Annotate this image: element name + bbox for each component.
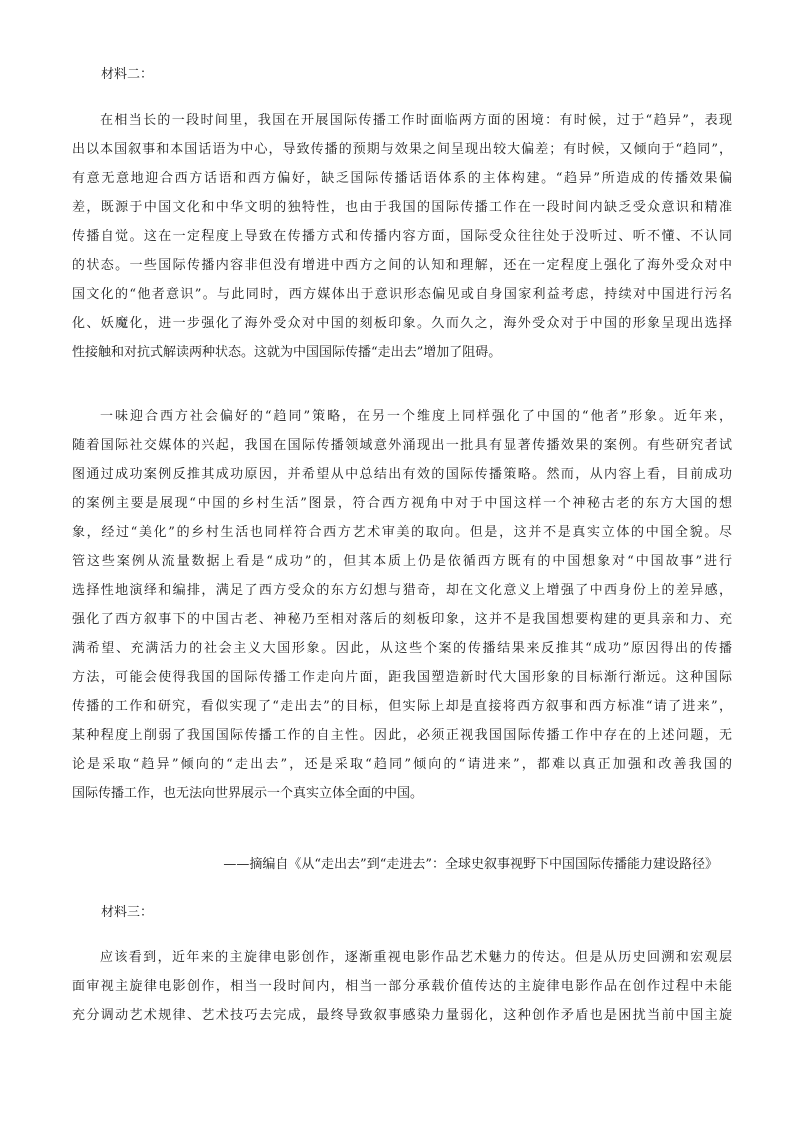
text-line: 满希望、充满活力的社会主义大国形象。因此，从这些个案的传播结果来反推其“成功”原因得出的传播: [72, 641, 732, 656]
source-citation: ——摘编自《从“走出去”到“走进去”：全球史叙事视野下中国国际传播能力建设路径》: [223, 857, 718, 872]
text-line: 的案例主要是展现“中国的乡村生活”图景，符合西方视角中对于中国这样一个神秘古老的东方大国的想: [72, 496, 732, 511]
material-three-paragraph-1: [72, 948, 732, 1035]
text-line: 论是采取“趋异”倾向的“走出去”，还是采取“趋同”倾向的“请进来”，都难以真正加强和改善我国的: [72, 757, 732, 772]
text-line: 性接触和对抗式解读两种状态。这就为中国国际传播“走出去”增加了阻碍。: [72, 345, 502, 360]
text-line: 图通过成功案例反推其成功原因，并希望从中总结出有效的国际传播策略。然而，从内容上看，目前成功: [72, 467, 732, 482]
material-two-paragraph-2: [72, 407, 732, 813]
text-line: 面审视主旋律电影创作，相当一段时间内，相当一部分承载价值传达的主旋律电影作品在创作过程中未能: [72, 979, 732, 994]
text-line: 强化了西方叙事下的中国古老、神秘乃至相对落后的刻板印象，这并不是我国想要构建的更具亲和力、充: [72, 612, 732, 627]
text-line: 国际传播工作，也无法向世界展示一个真实立体全面的中国。: [72, 786, 424, 801]
text-line: 化、妖魔化，进一步强化了海外受众对中国的刻板印象。久而久之，海外受众对于中国的形象呈现出选择: [72, 316, 732, 331]
text-line: 象，经过“美化”的乡村生活也同样符合西方艺术审美的取向。但是，这并不是真实立体的中国全貌。尽: [72, 525, 732, 540]
text-line: 某种程度上削弱了我国国际传播工作的自主性。因此，必须正视我国国际传播工作中存在的上述问题，无: [72, 728, 732, 743]
text-line: 差，既源于中国文化和中华文明的独特性，也由于我国的国际传播工作在一段时间内缺乏受众意识和精准: [72, 200, 732, 215]
text-line: 随着国际社交媒体的兴起，我国在国际传播领域意外涌现出一批具有显著传播效果的案例。有些研究者试: [72, 438, 732, 453]
material-three-heading: 材料三：: [101, 905, 154, 920]
text-line: 出以本国叙事和本国话语为中心，导致传播的预期与效果之间呈现出较大偏差；有时候，又倾向于“趋同”，: [72, 142, 732, 157]
text-line: 传播自觉。这在一定程度上导致在传播方式和传播内容方面，国际受众往往处于没听过、听不懂、不认同: [72, 229, 732, 244]
text-line: 传播的工作和研究，看似实现了“走出去”的目标，但实际上却是直接将西方叙事和西方标准“请了进来”，: [72, 699, 732, 714]
text-line: 的状态。一些国际传播内容非但没有增进中西方之间的认知和理解，还在一定程度上强化了海外受众对中: [72, 258, 732, 273]
text-line: 充分调动艺术规律、艺术技巧去完成，最终导致叙事感染力量弱化，这种创作矛盾也是困扰当前中国主旋: [72, 1008, 732, 1023]
text-line: 应该看到，近年来的主旋律电影创作，逐渐重视电影作品艺术魅力的传达。但是从历史回溯和宏观层: [100, 950, 732, 965]
text-line: 方法，可能会使得我国的国际传播工作走向片面，距我国塑造新时代大国形象的目标渐行渐远。这种国际: [72, 670, 732, 685]
text-line: 在相当长的一段时间里，我国在开展国际传播工作时面临两方面的困境：有时候，过于“趋异”，表现: [100, 113, 732, 128]
text-line: 有意无意地迎合西方话语和西方偏好，缺乏国际传播话语体系的主体构建。“趋异”所造成的传播效果偏: [72, 171, 732, 186]
text-line: 国文化的“他者意识”。与此同时，西方媒体出于意识形态偏见或自身国家利益考虑，持续对中国进行污名: [72, 287, 732, 302]
text-line: 选择性地演绎和编排，满足了西方受众的东方幻想与猎奇，却在文化意义上增强了中西身份上的差异感，: [72, 583, 732, 598]
text-line: 一味迎合西方社会偏好的“趋同”策略，在另一个维度上同样强化了中国的“他者”形象。近年来，: [100, 409, 732, 424]
material-two-heading: 材料二：: [101, 67, 154, 82]
text-line: 管这些案例从流量数据上看是“成功”的，但其本质上仍是依循西方既有的中国想象对“中国故事”进行: [72, 554, 732, 569]
material-two-paragraph-1: [72, 111, 732, 372]
